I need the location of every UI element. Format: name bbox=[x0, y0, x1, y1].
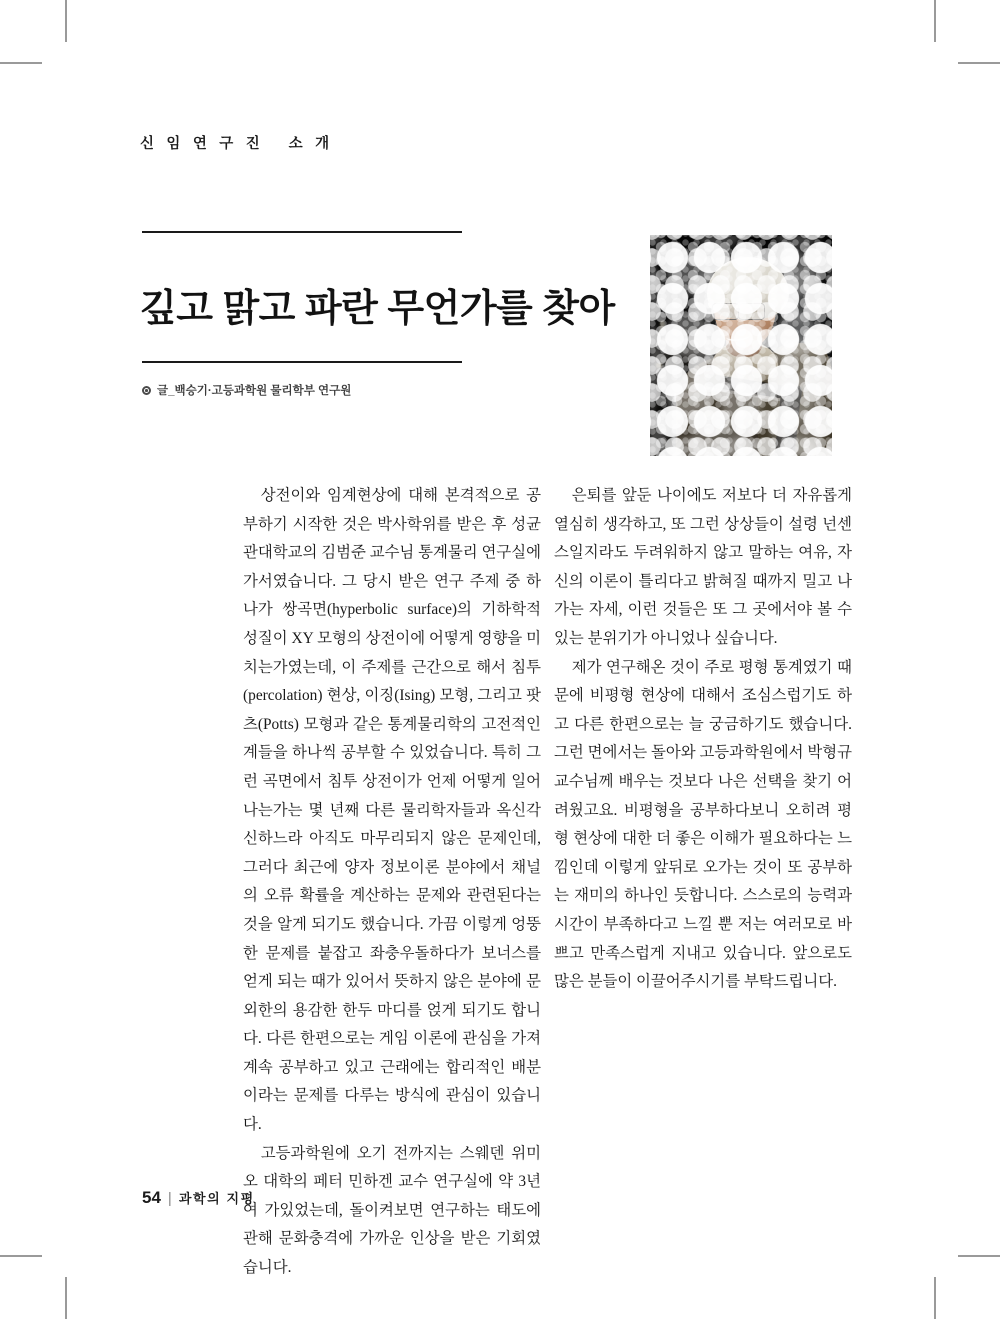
paragraph: 은퇴를 앞둔 나이에도 저보다 더 자유롭게 열심히 생각하고, 또 그런 상상들이 설령 넌센스일지라도 두려워하지 않고 말하는 여유, 자신의 이론이 틀리다고 밝혀질 때까지 밀고 나가는 자세, 이런 것들은 또 그 곳에서야 볼 수 있는 분위기가 아니었나 싶습니다. bbox=[554, 487, 852, 647]
crop-mark-bottom-left-horizontal bbox=[0, 1255, 42, 1257]
bullet-icon bbox=[142, 386, 151, 395]
crop-mark-top-left-vertical bbox=[65, 0, 67, 42]
crop-mark-bottom-left-vertical bbox=[65, 1277, 67, 1319]
page-footer bbox=[142, 1188, 255, 1208]
crop-mark-bottom-right-horizontal bbox=[958, 1255, 1000, 1257]
crop-mark-bottom-right-vertical bbox=[934, 1277, 936, 1319]
paragraph: 상전이와 임계현상에 대해 본격적으로 공부하기 시작한 것은 박사학위를 받은 후 성균관대학교의 김범준 교수님 통계물리 연구실에 가서였습니다. 그 당시 받은 연구 주제 중 하나가 쌍곡면(hyperbolic surface)의 기하학적 성질이 XY 모형의 상전이에 어떻게 영향을 미치는가였는데, 이 주제를 근간으로 해서 침투(percolation) 현상, 이징(Ising) 모형, 그리고 팟츠(Potts) 모형과 같은 통계물리학의 고전적인 계들을 하나씩 공부할 수 있었습니다. 특히 그런 곡면에서 침투 상전이가 언제 어떻게 일어나는가는 몇 년째 다른 물리학자들과 옥신각신하느라 아직도 마무리되지 않은 문제인데, 그러다 최근에 양자 정보이론 분야에서 채널의 오류 확률을 계산하는 문제와 관련된다는 것을 알게 되기도 했습니다. 가끔 이렇게 엉뚱한 문제를 붙잡고 좌충우돌하다가 보너스를 얻게 되는 때가 있어서 뜻하지 않은 분야에 문외한의 용감한 한두 마디를 얹게 되기도 합니다. 다른 한편으로는 게임 이론에 관심을 가져 계속 공부하고 있고 근래에는 합리적인 배분이라는 문제를 다루는 방식에 관심이 있습니다. bbox=[243, 487, 541, 1134]
photo-snowflakes bbox=[650, 235, 832, 456]
crop-mark-top-left-horizontal bbox=[0, 62, 42, 64]
title-rule-bottom bbox=[142, 361, 462, 363]
article-title: 깊고 맑고 파란 무언가를 찾아 bbox=[140, 288, 615, 331]
section-kicker: 신 임 연 구 진 소 개 bbox=[140, 136, 334, 152]
byline bbox=[142, 382, 351, 398]
crop-mark-top-right-horizontal bbox=[958, 62, 1000, 64]
crop-mark-top-right-vertical bbox=[934, 0, 936, 42]
byline-text: 글_백승기·고등과학원 물리학부 연구원 bbox=[157, 385, 352, 397]
page-number: 54 bbox=[142, 1188, 161, 1207]
body-column-left bbox=[243, 482, 541, 1283]
author-photo bbox=[650, 235, 832, 456]
footer-separator: | bbox=[167, 1190, 172, 1207]
paragraph: 제가 연구해온 것이 주로 평형 통계였기 때문에 비평형 현상에 대해서 조심스럽기도 하고 다른 한편으로는 늘 궁금하기도 했습니다. 그런 면에서는 돌아와 고등과학원에서 박형규 교수님께 배우는 것보다 나은 선택을 찾기 어려웠고요. 비평형을 공부하다보니 오히려 평형 현상에 대한 더 좋은 이해가 필요하다는 느낌인데 이렇게 앞뒤로 오가는 것이 또 공부하는 재미의 하나인 듯합니다. 스스로의 능력과 시간이 부족하다고 느낄 뿐 저는 여러모로 바쁘고 만족스럽게 지내고 있습니다. 앞으로도 많은 분들이 이끌어주시기를 부탁드립니다. bbox=[554, 658, 852, 991]
title-rule-top bbox=[142, 231, 462, 233]
body-column-right bbox=[554, 482, 852, 997]
paragraph: 고등과학원에 오기 전까지는 스웨덴 위미오 대학의 페터 민하겐 교수 연구실에 약 3년여 가있었는데, 돌이켜보면 연구하는 태도에 관해 문화충격에 가까운 인상을 받은 기회였습니다. bbox=[243, 1144, 541, 1277]
publication-name: 과학의 지평 bbox=[178, 1191, 255, 1206]
